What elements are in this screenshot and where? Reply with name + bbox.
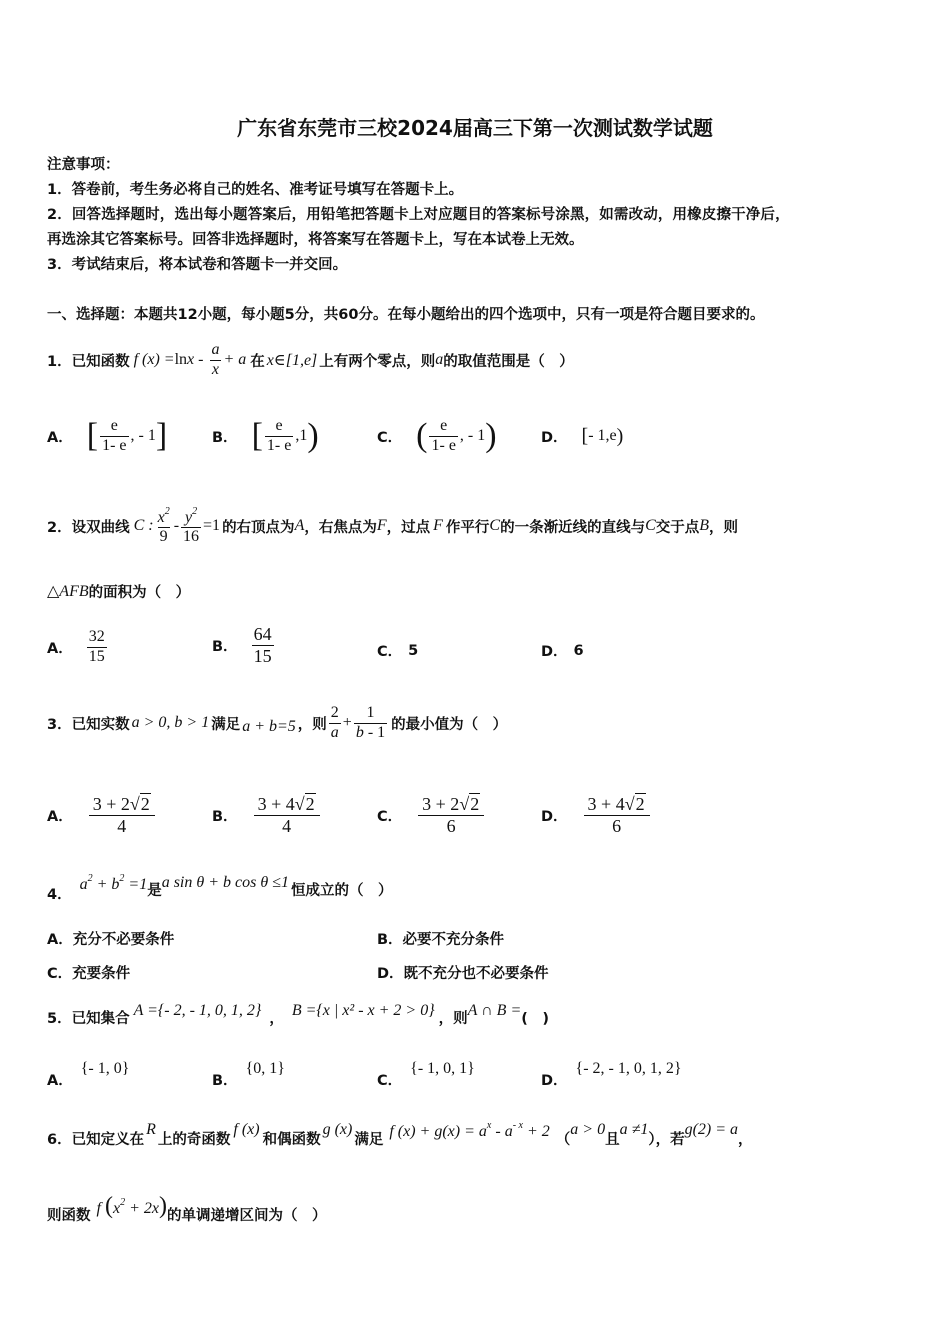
q2-point: A [294, 517, 305, 534]
bracket: ( [416, 417, 428, 454]
option-label: A． [47, 1072, 73, 1089]
q2-text: 作平行 [445, 519, 490, 536]
q2-option-b[interactable] [212, 618, 276, 672]
q3-option-fraction: $\frac{3 + 4√2}{4}$ [256, 793, 318, 836]
question-6-line-2 [47, 1188, 326, 1224]
q6-text: （ [555, 1131, 571, 1148]
q4-text: 是 [147, 882, 162, 899]
bracket: ) [307, 417, 319, 454]
q5-set-a: A ={- 2, - 1, 0, 1, 2} [133, 1002, 262, 1019]
option-value: 6 [573, 642, 584, 659]
option-label: C． [377, 644, 403, 660]
q3-option-fraction: $\frac{3 + 2√2}{6}$ [420, 793, 482, 836]
q3-option-a[interactable] [47, 790, 155, 840]
q1-option-d-value: - 1,e [588, 427, 617, 444]
option-label: D． [541, 429, 568, 446]
question-2 [47, 502, 738, 550]
q4-expr: a sin θ + b cos θ ≤1 [161, 874, 289, 891]
q6-var: f (x) [233, 1121, 260, 1138]
q1-fraction: $\frac{a}{x}$ [211, 341, 220, 378]
q3-condition: a > 0, b > 1 [131, 714, 210, 731]
q1-text: 的取值范围是（ ） [443, 353, 574, 370]
q4-expr: $a^2 + b^2 =1$ [79, 872, 148, 893]
bracket: [ [251, 417, 263, 454]
option-label: A． [47, 640, 73, 657]
q2-option-fraction: $\frac{32}{15}$ [88, 628, 105, 665]
q6-text: 上的奇函数 [157, 1131, 231, 1148]
q3-option-b[interactable] [212, 790, 320, 840]
q6-text: 的单调递增区间为（ ） [166, 1207, 327, 1224]
q6-cond: a > 0 [570, 1121, 606, 1138]
q3-text: 满足 [211, 716, 241, 733]
option-label: B． [212, 808, 238, 825]
q2-point: C [645, 517, 656, 534]
q3-text: 的最小值为（ ） [391, 716, 508, 733]
notice-item: 2．回答选择题时，选出每小题答案后，用铅笔把答题卡上对应题目的答案标号涂黑，如需改动，用橡皮擦干净后， [47, 207, 790, 223]
q1-option-d[interactable] [541, 412, 623, 460]
q1-option-c[interactable] [377, 412, 497, 460]
question-5 [47, 996, 549, 1026]
notice-heading: 注意事项： [47, 157, 120, 173]
q2-text: ，右焦点为 [304, 519, 377, 536]
option-value: 5 [408, 642, 419, 659]
q2-eq: =1 [203, 517, 221, 534]
q6-text: ， [738, 1131, 753, 1148]
q4-option-a[interactable]: A．充分不必要条件 [47, 932, 175, 948]
q3-fraction: $\frac{2}{a}$ [330, 704, 339, 741]
q6-text: 满足 [354, 1131, 384, 1148]
option-label: D． [541, 808, 568, 825]
q2-text: ，则 [709, 519, 739, 536]
q2-curve: C : [133, 517, 154, 534]
option-value: {- 1, 0, 1} [410, 1060, 475, 1077]
option-value: {- 2, - 1, 0, 1, 2} [575, 1060, 682, 1077]
question-4 [47, 868, 393, 903]
question-6-number: 6．已知定义在 [47, 1131, 145, 1148]
q6-text: 且 [605, 1131, 620, 1148]
q2-triangle: △AFB [47, 583, 89, 600]
page-title: 广东省东莞市三校2024届高三下第一次测试数学试题 [237, 116, 713, 140]
q3-option-d[interactable] [541, 790, 650, 840]
option-value: {0, 1} [245, 1060, 285, 1077]
q2-text: ，过点 [386, 519, 431, 536]
q5-set-b: B ={x | x² - x + 2 > 0} [291, 1002, 435, 1019]
q6-cond: a ≠1 [619, 1121, 649, 1138]
q3-option-fraction: $\frac{3 + 4√2}{6}$ [586, 793, 648, 836]
q1-option-tail: , - 1 [459, 427, 486, 444]
q4-option-c[interactable]: C．充要条件 [47, 966, 131, 982]
q1-option-a[interactable] [47, 412, 167, 460]
q1-text: 在 [250, 353, 265, 370]
q1-option-fraction: $\frac{e}{1- e}$ [102, 417, 127, 454]
bracket: ] [155, 417, 168, 454]
option-label: B． [212, 429, 238, 446]
option-label: C． [377, 808, 403, 825]
q6-equation: f $(x) + g(x) = a^x - a^{- x} + 2$ [389, 1119, 550, 1140]
q1-text: 上有两个零点，则 [319, 353, 436, 370]
q2-text: 的一条渐近线的直线与 [500, 519, 646, 536]
bracket: [ [86, 417, 99, 454]
option-label: B． [212, 1072, 238, 1089]
q2-fraction: $\frac{x^2}{9}$ [157, 505, 170, 545]
question-3 [47, 698, 507, 748]
q2-option-c[interactable] [377, 640, 418, 661]
question-4-number: 4． [47, 886, 72, 903]
option-label: D． [541, 1072, 568, 1089]
q1-option-b[interactable] [212, 412, 319, 460]
q2-text: 交于点 [655, 519, 700, 536]
q2-fraction: $\frac{y^2}{16}$ [183, 505, 200, 545]
q5-text: ，则 [438, 1010, 468, 1027]
q5-expr: A ∩ B = [467, 1002, 522, 1019]
notice-item: 3．考试结束后，将本试卷和答题卡一并交回。 [47, 257, 348, 273]
question-2-line-2 [47, 580, 190, 602]
q6-composite: f $(x^2 + 2x)$ [96, 1192, 167, 1219]
q2-point: F [433, 517, 443, 534]
q1-option-fraction: $\frac{e}{1- e}$ [266, 417, 292, 454]
q2-text: 的右顶点为 [222, 519, 295, 536]
q3-text: ，则 [297, 716, 327, 733]
q1-plus-a: + a [223, 351, 247, 368]
q4-option-b[interactable]: B．必要不充分条件 [377, 932, 505, 948]
option-label: B． [212, 638, 238, 655]
q2-point: F [376, 517, 387, 534]
q1-option-tail: , - 1 [130, 427, 156, 444]
notice-item: 1．答卷前，考生务必将自己的姓名、准考证号填写在答题卡上。 [47, 182, 464, 198]
q3-condition: a + b=5 [242, 718, 296, 735]
bracket: ) [616, 424, 624, 447]
question-5-number: 5．已知集合 [47, 1010, 130, 1027]
q6-text: 和偶函数 [262, 1131, 321, 1148]
option-value: {- 1, 0} [80, 1060, 130, 1077]
q6-text: ），若 [648, 1131, 685, 1148]
q5-option-d[interactable] [541, 1054, 682, 1089]
q5-text: ， [269, 1010, 284, 1027]
q6-var: g (x) [322, 1121, 353, 1138]
q5-text: ( ) [521, 1010, 549, 1027]
q6-cond: g(2) = a [684, 1121, 739, 1138]
q3-option-fraction: $\frac{3 + 2√2}{4}$ [91, 793, 153, 836]
q5-option-b[interactable] [212, 1054, 285, 1089]
q1-function: f (x) =lnx - [133, 351, 204, 368]
q5-option-c[interactable] [377, 1054, 475, 1089]
question-2-number: 2．设双曲线 [47, 519, 130, 536]
q1-option-fraction: $\frac{e}{1- e}$ [431, 417, 456, 454]
q3-fraction: $\frac{1}{b - 1}$ [355, 704, 386, 741]
q2-option-a[interactable] [47, 624, 109, 670]
notice-item: 再选涂其它答案标号。回答非选择题时，将答案写在答题卡上，写在本试卷上无效。 [47, 232, 584, 248]
q1-domain: x∈[1,e] [266, 352, 318, 369]
option-label: A． [47, 429, 73, 446]
q1-option-tail: ,1 [295, 427, 308, 444]
q6-var: R [146, 1121, 156, 1138]
question-6 [47, 1114, 753, 1146]
bracket: [ [581, 424, 589, 447]
q5-option-a[interactable] [47, 1054, 130, 1089]
question-1-number: 1．已知函数 [47, 353, 130, 370]
q2-option-fraction: $\frac{64}{15}$ [253, 623, 272, 666]
q4-option-d[interactable]: D．既不充分也不必要条件 [377, 966, 549, 982]
question-1 [47, 338, 574, 382]
question-3-number: 3．已知实数 [47, 716, 130, 733]
q2-point: B [699, 517, 710, 534]
q3-option-c[interactable] [377, 790, 484, 840]
q1-var: a [435, 351, 444, 368]
bracket: ) [485, 417, 497, 454]
option-label: D． [541, 644, 568, 660]
q2-option-d[interactable] [541, 640, 584, 661]
option-label: A． [47, 808, 73, 825]
option-label: C． [377, 1072, 403, 1089]
q6-text: 则函数 [47, 1207, 91, 1224]
q2-point: C [489, 517, 501, 534]
q3-plus: + [342, 714, 352, 731]
q4-text: 恒成立的（ ） [290, 882, 393, 899]
q2-text: 的面积为（ ） [88, 584, 191, 601]
option-label: C． [377, 429, 403, 446]
q2-minus: - [173, 517, 180, 534]
section-heading: 一、选择题：本题共12小题，每小题5分，共60分。在每小题给出的四个选项中，只有一项是符合题目要求的。 [47, 307, 765, 323]
